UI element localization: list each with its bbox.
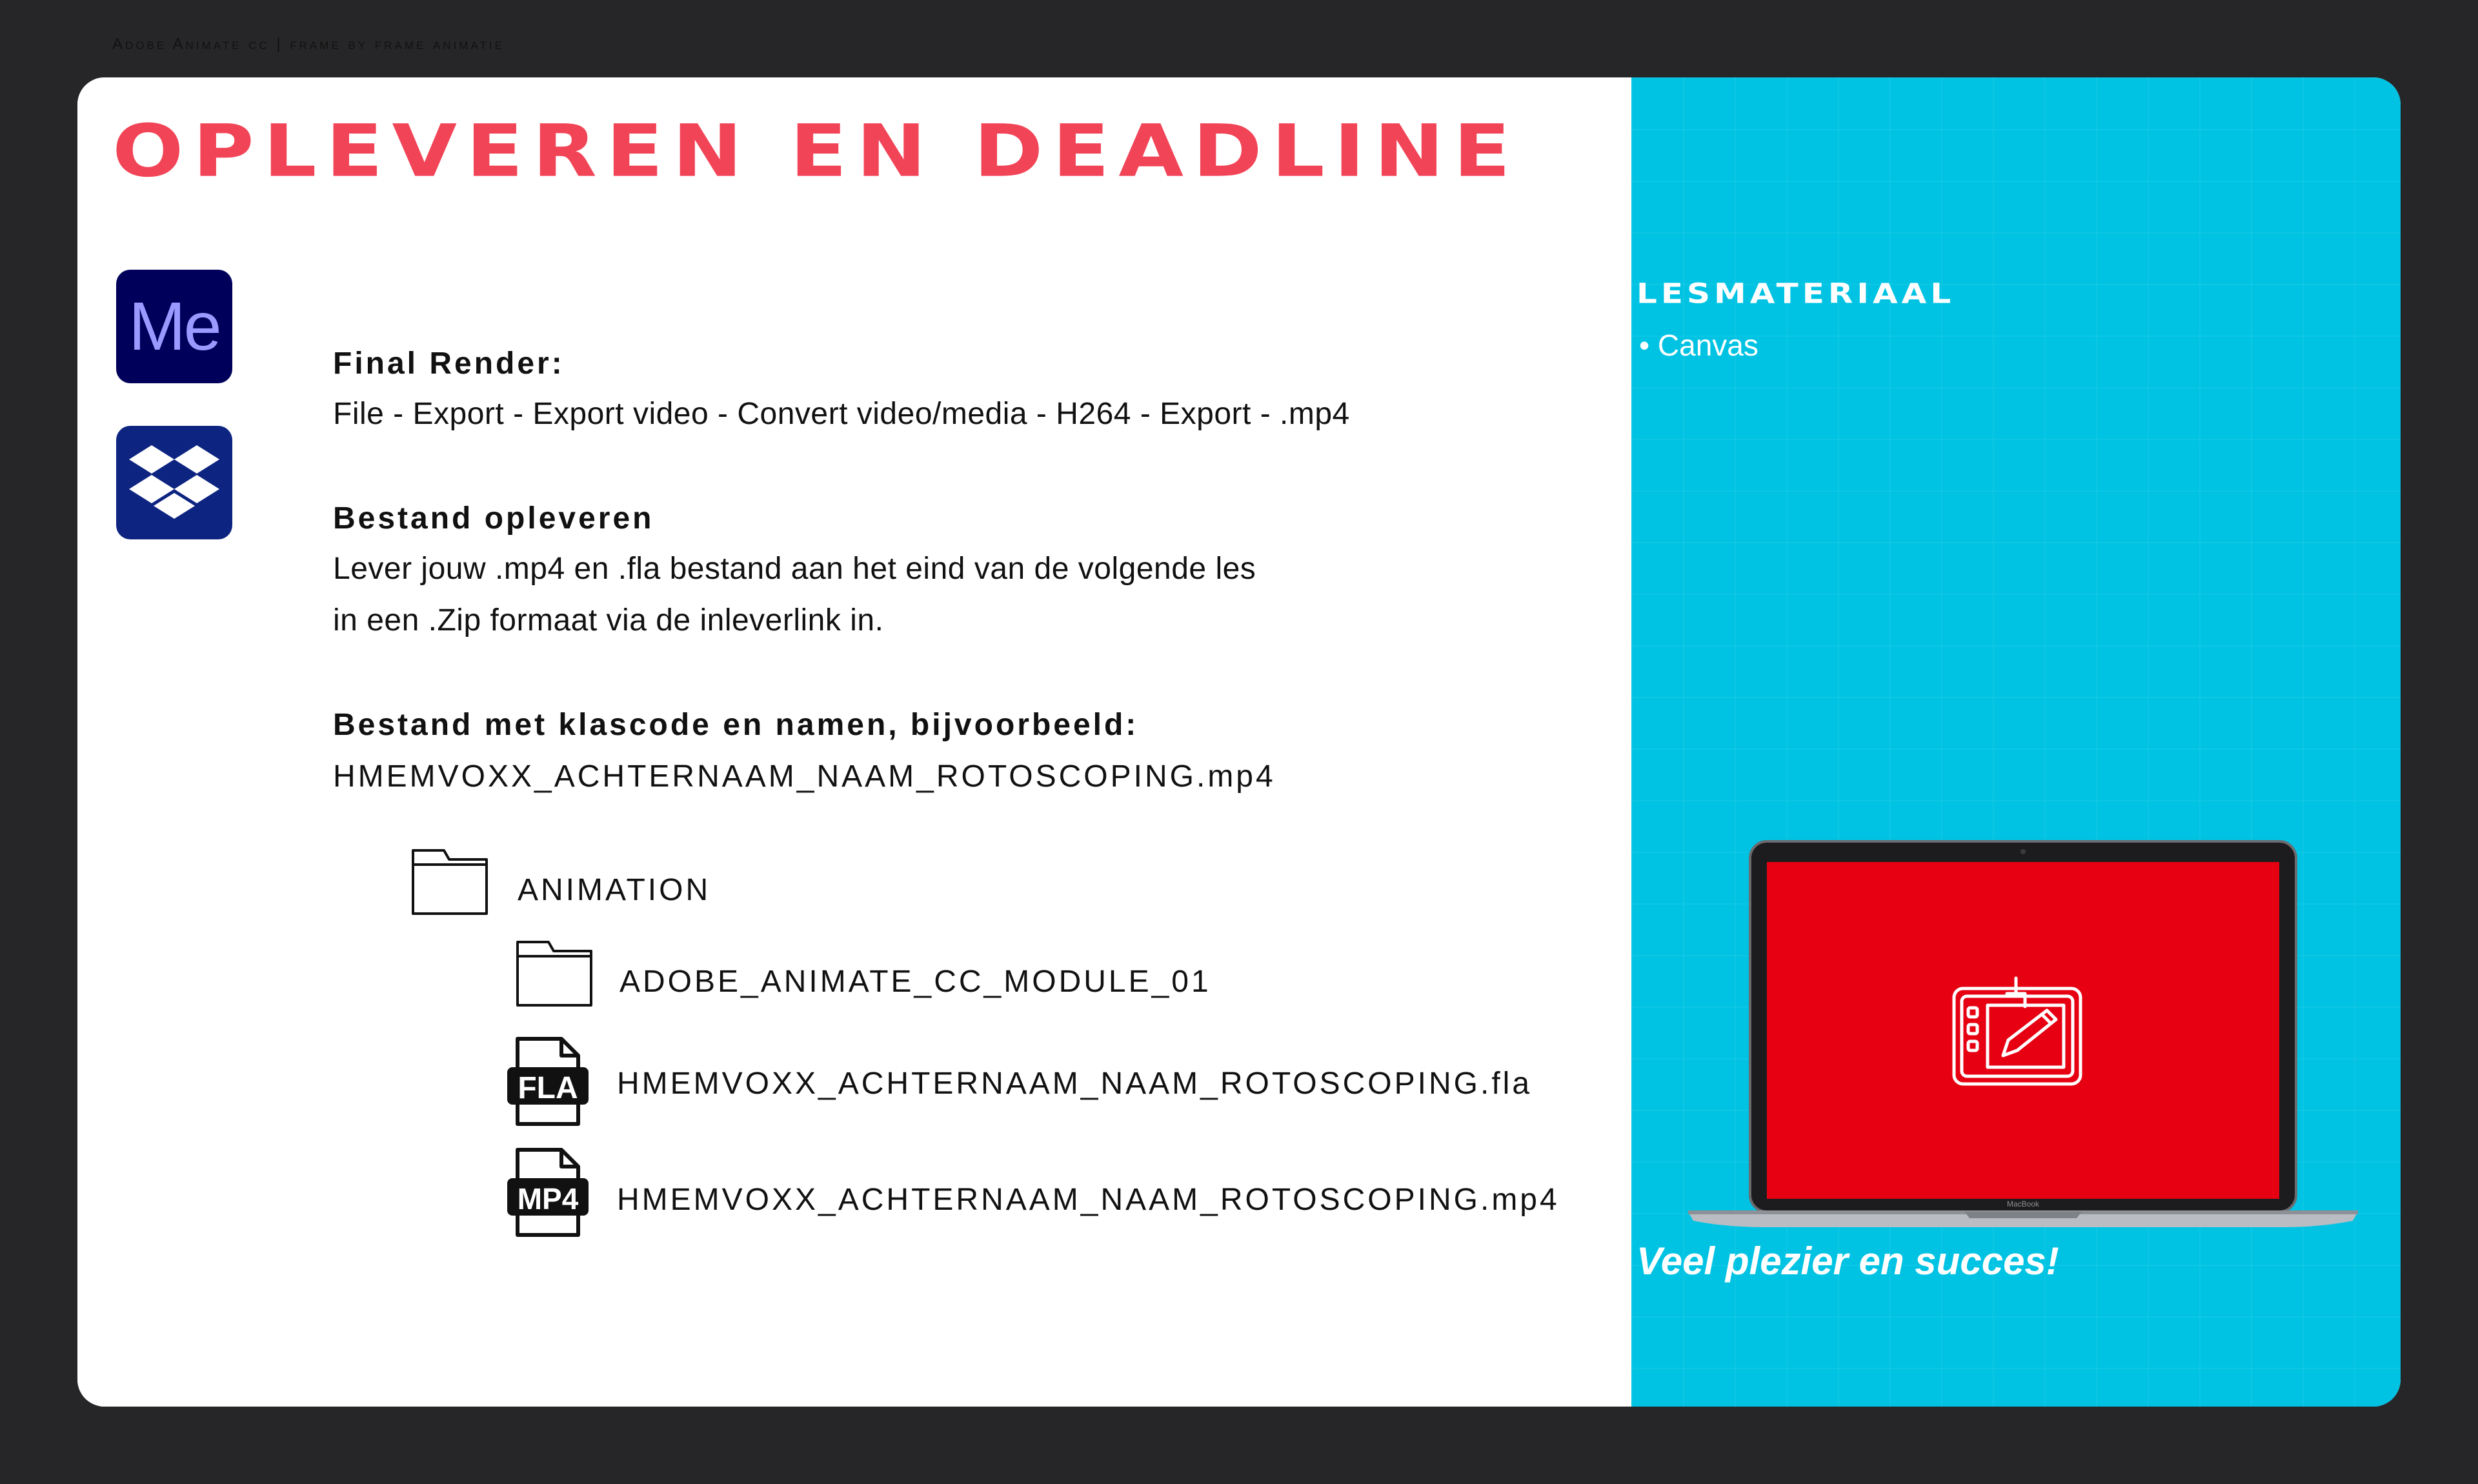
- mp4-file-name: HMEMVOXX_ACHTERNAAM_NAAM_ROTOSCOPING.mp4: [617, 1183, 1560, 1217]
- dropbox-icon: [116, 426, 232, 539]
- delivery-line-1: Lever jouw .mp4 en .fla bestand aan het eind van de volgende les: [333, 552, 1256, 586]
- breadcrumb: Adobe Animate cc | frame by frame animatie: [112, 35, 505, 53]
- naming-example: HMEMVOXX_ACHTERNAAM_NAAM_ROTOSCOPING.mp4: [333, 759, 1276, 794]
- delivery-heading: Bestand opleveren: [333, 501, 654, 536]
- fla-label: FLA: [518, 1071, 578, 1105]
- mp4-file-icon: [506, 1147, 590, 1238]
- laptop-icon: [1611, 759, 2370, 1230]
- delivery-line-2: in een .Zip formaat via de inleverlink in.: [333, 603, 884, 637]
- dropbox-glyph: [129, 443, 219, 523]
- mp4-label: MP4: [517, 1182, 579, 1216]
- folder-icon: [516, 941, 592, 1007]
- naming-heading: Bestand met klascode en namen, bijvoorbeeld:: [333, 708, 1139, 742]
- folder-icon: [412, 849, 488, 915]
- sidebar-item-canvas[interactable]: • Canvas: [1639, 328, 1758, 362]
- fla-file-icon: [506, 1036, 590, 1127]
- closing-message: Veel plezier en succes!: [1637, 1239, 2059, 1283]
- page-title: OPLEVEREN EN DEADLINE: [112, 108, 1520, 194]
- media-encoder-icon: [116, 270, 232, 383]
- laptop-brand: MacBook: [2006, 1199, 2040, 1208]
- root-folder-name: ANIMATION: [518, 873, 711, 907]
- subfolder-name: ADOBE_ANIMATE_CC_MODULE_01: [620, 965, 1211, 999]
- fla-file-name: HMEMVOXX_ACHTERNAAM_NAAM_ROTOSCOPING.fla: [617, 1067, 1533, 1101]
- final-render-steps: File - Export - Export video - Convert video/media - H264 - Export - .mp4: [333, 397, 1350, 431]
- final-render-heading: Final Render:: [333, 346, 565, 381]
- sidebar-heading: LESMATERIAAL: [1637, 277, 1955, 310]
- media-encoder-label: Me: [128, 288, 220, 365]
